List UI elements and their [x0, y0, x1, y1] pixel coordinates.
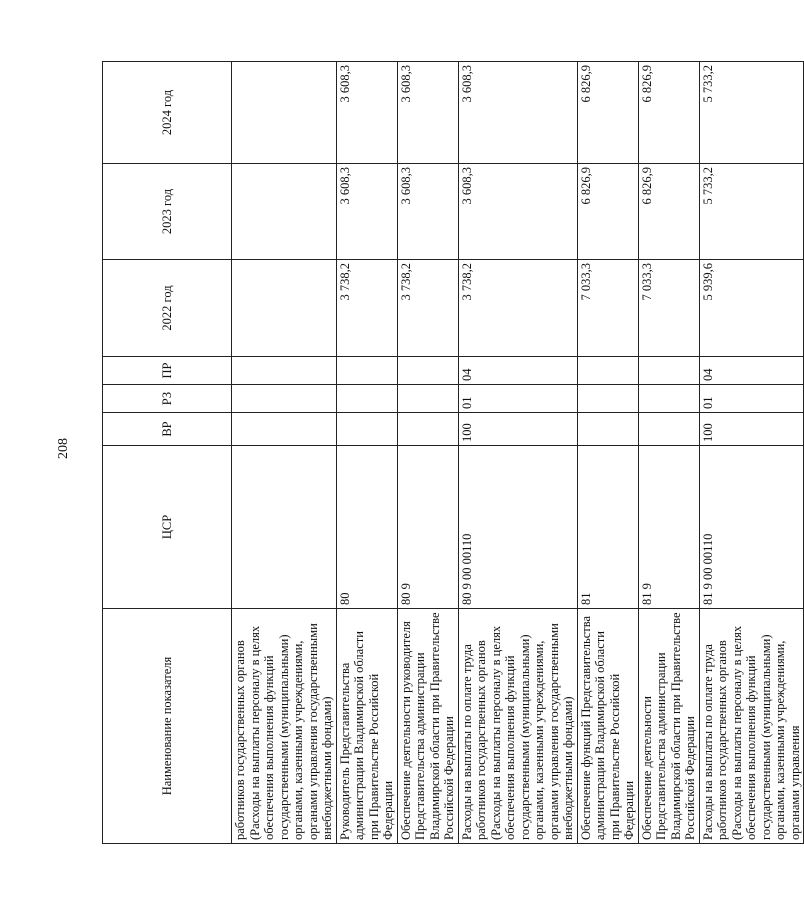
- cell-rz: [397, 385, 458, 413]
- header-rz: РЗ: [103, 385, 232, 413]
- table-row: [458, 62, 577, 844]
- cell-2022: 3 738,2: [336, 260, 397, 357]
- table-row: [336, 62, 397, 844]
- cell-2023: [232, 164, 337, 260]
- cell-2023: 3 608,3: [397, 164, 458, 260]
- cell-rz: [638, 385, 699, 413]
- cell-pr: [397, 357, 458, 385]
- cell-pr: [336, 357, 397, 385]
- header-2023: 2023 год: [103, 164, 232, 260]
- cell-rz: [577, 385, 638, 413]
- cell-2022: 3 738,2: [458, 260, 577, 357]
- cell-pr: [232, 357, 337, 385]
- header-csr: ЦСР: [103, 446, 232, 609]
- table-rotated-inner: [102, 62, 802, 844]
- table-row: [397, 62, 458, 844]
- table-header-row: [103, 62, 232, 844]
- table-row: [577, 62, 638, 844]
- cell-2023: 6 826,9: [638, 164, 699, 260]
- cell-2022: 3 738,2: [397, 260, 458, 357]
- cell-2024: 3 608,3: [336, 62, 397, 164]
- cell-2022: 5 939,6: [699, 260, 804, 357]
- cell-2022: 7 033,3: [577, 260, 638, 357]
- cell-2022: [232, 260, 337, 357]
- cell-name: Обеспечение функций Представительства администрации Владимирской области при Правительстве Российской Федерации: [577, 609, 638, 844]
- cell-pr: [577, 357, 638, 385]
- cell-rz: [336, 385, 397, 413]
- cell-csr: 80: [336, 446, 397, 609]
- cell-name: работников государственных органов (Расходы на выплаты персоналу в целях обеспечения выполнения функций государственными (муниципальными) органами, казенными учреждениями, органами управления государственными внебюджетными фондами): [232, 609, 337, 844]
- cell-vr: [232, 413, 337, 446]
- cell-pr: 04: [699, 357, 804, 385]
- cell-vr: [336, 413, 397, 446]
- cell-rz: [232, 385, 337, 413]
- cell-vr: 100: [458, 413, 577, 446]
- cell-name: Обеспечение деятельности Представительства администрации Владимирской области при Правительстве Российской Федерации: [638, 609, 699, 844]
- cell-2023: 3 608,3: [458, 164, 577, 260]
- cell-rz: 01: [458, 385, 577, 413]
- header-2022: 2022 год: [103, 260, 232, 357]
- cell-csr: [232, 446, 337, 609]
- cell-2024: 3 608,3: [397, 62, 458, 164]
- cell-2024: 5 733,2: [699, 62, 804, 164]
- cell-rz: 01: [699, 385, 804, 413]
- header-name: Наименование показателя: [103, 609, 232, 844]
- cell-csr: 81 9 00 00110: [699, 446, 804, 609]
- cell-2023: 3 608,3: [336, 164, 397, 260]
- cell-csr: 80 9 00 00110: [458, 446, 577, 609]
- budget-table: [102, 61, 804, 844]
- cell-name: Расходы на выплаты по оплате труда работников государственных органов (Расходы на выплаты персоналу в целях обеспечения выполнения функций государственными (муниципальными) органами, казенными учреждениями, органами управления: [699, 609, 804, 844]
- cell-vr: [577, 413, 638, 446]
- cell-2024: 3 608,3: [458, 62, 577, 164]
- cell-2023: 6 826,9: [577, 164, 638, 260]
- cell-name: Расходы на выплаты по оплате труда работников государственных органов (Расходы на выплаты персоналу в целях обеспечения выполнения функций государственными (муниципальными) органами, казенными учреждениями, органами управления государственными внебюджетными фондами): [458, 609, 577, 844]
- cell-name: Обеспечение деятельности руководителя Представительства администрации Владимирской области при Правительстве Российской Федерации: [397, 609, 458, 844]
- cell-pr: 04: [458, 357, 577, 385]
- cell-2023: 5 733,2: [699, 164, 804, 260]
- table-row: [638, 62, 699, 844]
- page-number: 208: [56, 438, 71, 459]
- cell-vr: 100: [699, 413, 804, 446]
- cell-2022: 7 033,3: [638, 260, 699, 357]
- header-vr: ВР: [103, 413, 232, 446]
- table-rotated-frame: [102, 62, 802, 844]
- cell-csr: 81 9: [638, 446, 699, 609]
- cell-2024: 6 826,9: [577, 62, 638, 164]
- header-2024: 2024 год: [103, 62, 232, 164]
- cell-csr: 81: [577, 446, 638, 609]
- table-row: [232, 62, 337, 844]
- cell-2024: [232, 62, 337, 164]
- cell-vr: [638, 413, 699, 446]
- header-pr: ПР: [103, 357, 232, 385]
- cell-pr: [638, 357, 699, 385]
- cell-name: Руководитель Представительства администрации Владимирской области при Правительстве Российской Федерации: [336, 609, 397, 844]
- cell-vr: [397, 413, 458, 446]
- table-row: [699, 62, 804, 844]
- cell-csr: 80 9: [397, 446, 458, 609]
- cell-2024: 6 826,9: [638, 62, 699, 164]
